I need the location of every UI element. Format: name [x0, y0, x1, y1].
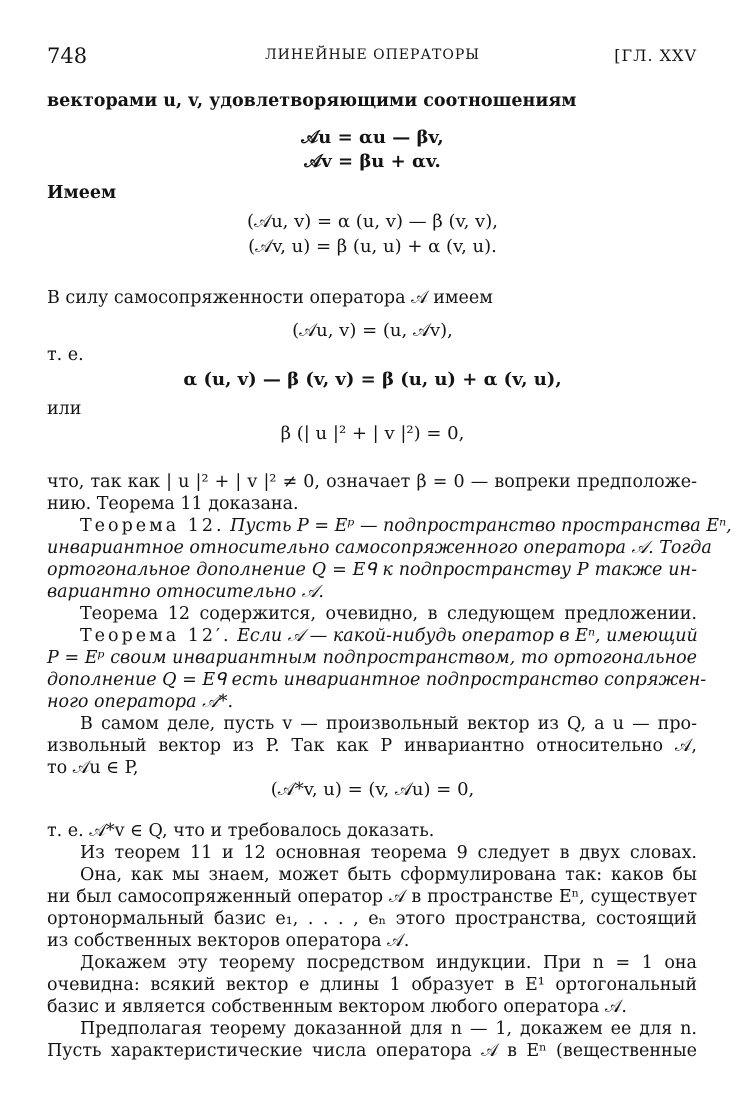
text-line: нию. Теорема 11 доказана.: [47, 494, 299, 514]
chapter-label: [ГЛ. XXV: [614, 46, 697, 65]
text-line: Теорема 12 содержится, очевидно, в следующем предложении.: [80, 604, 697, 624]
theorem-label: Теорема 12′.: [80, 626, 232, 646]
text-line: Она, как мы знаем, может быть сформулирована так: каков бы: [80, 865, 697, 885]
text-line: из собственных векторов оператора 𝒜.: [47, 931, 410, 951]
text-line: или: [47, 399, 82, 419]
text-line: В силу самосопряженности оператора 𝒜 имеем: [47, 288, 493, 308]
theorem-12prime-line: [80, 625, 697, 647]
equation: (𝒜u, v) = (u, 𝒜v),: [292, 320, 453, 341]
text-line: Из теорем 11 и 12 основная теорема 9 следует в двух словах.: [80, 843, 697, 863]
equation: 𝒜v = βu + αv.: [304, 151, 441, 172]
text-line: вариантно относительно 𝒜.: [47, 582, 324, 602]
text-line: т. е.: [47, 345, 84, 365]
text-line: то 𝒜u ∈ P,: [47, 758, 139, 778]
text-line: очевидна: всякий вектор e длины 1 образует в E¹ ортогональный: [47, 975, 697, 995]
text-line: извольный вектор из P. Так как P инвариантно относительно 𝒜,: [47, 736, 697, 756]
equation: (𝒜u, v) = α (u, v) — β (v, v),: [247, 211, 498, 232]
equation: β (| u |² + | v |²) = 0,: [280, 423, 465, 444]
text-line: т. е. 𝒜*v ∈ Q, что и требовалось доказать.: [47, 821, 435, 841]
running-title: ЛИНЕЙНЫЕ ОПЕРАТОРЫ: [264, 47, 481, 63]
equation: α (u, v) — β (v, v) = β (u, u) + α (v, u),: [183, 369, 562, 390]
text-line: ни был самосопряженный оператор 𝒜 в пространстве Eⁿ, существует: [47, 887, 697, 907]
theorem-12-line: [80, 515, 732, 537]
equation: (𝒜*v, u) = (v, 𝒜u) = 0,: [270, 779, 475, 800]
text-line: ного оператора 𝒜*.: [47, 692, 234, 712]
text-line: что, так как | u |² + | v |² ≠ 0, означает β = 0 — вопреки предположе-: [47, 472, 697, 492]
text-line: Пусть характеристические числа оператора 𝒜 в Eⁿ (вещественные: [47, 1041, 697, 1061]
page-number: 748: [47, 44, 88, 68]
text-line: P = Eᵖ своим инвариантным подпространством, то ортогональное: [47, 648, 697, 668]
text-line: Предполагая теорему доказанной для n — 1, докажем ее для n.: [80, 1019, 697, 1039]
text-line: В самом деле, пусть v — произвольный вектор из Q, а u — про-: [80, 714, 697, 734]
text-line: Докажем эту теорему посредством индукции. При n = 1 она: [80, 953, 697, 973]
theorem-text: Если 𝒜 — какой-нибудь оператор в Eⁿ, имеющий: [237, 626, 698, 646]
text-line: ортонормальный базис e₁, . . . , eₙ этого пространства, состоящий: [47, 909, 697, 929]
text-line: инвариантное относительно самосопряженного оператора 𝒜. Тогда: [47, 538, 712, 558]
theorem-text: Пусть P = Eᵖ — подпространство пространства Eⁿ,: [230, 516, 732, 536]
theorem-label: Теорема 12.: [80, 516, 225, 536]
text-line: базис и является собственным вектором любого оператора 𝒜.: [47, 997, 627, 1017]
equation: 𝒜u = αu — βv,: [301, 127, 444, 148]
text-line: векторами u, v, удовлетворяющими соотношениям: [47, 91, 577, 111]
text-line: ортогональное дополнение Q = Eᑫ к подпространству P также ин-: [47, 560, 697, 580]
text-line: дополнение Q = Eᑫ есть инвариантное подпространство сопряжен-: [47, 670, 707, 690]
text-line: Имеем: [47, 183, 117, 203]
equation: (𝒜v, u) = β (u, u) + α (v, u).: [248, 236, 497, 257]
